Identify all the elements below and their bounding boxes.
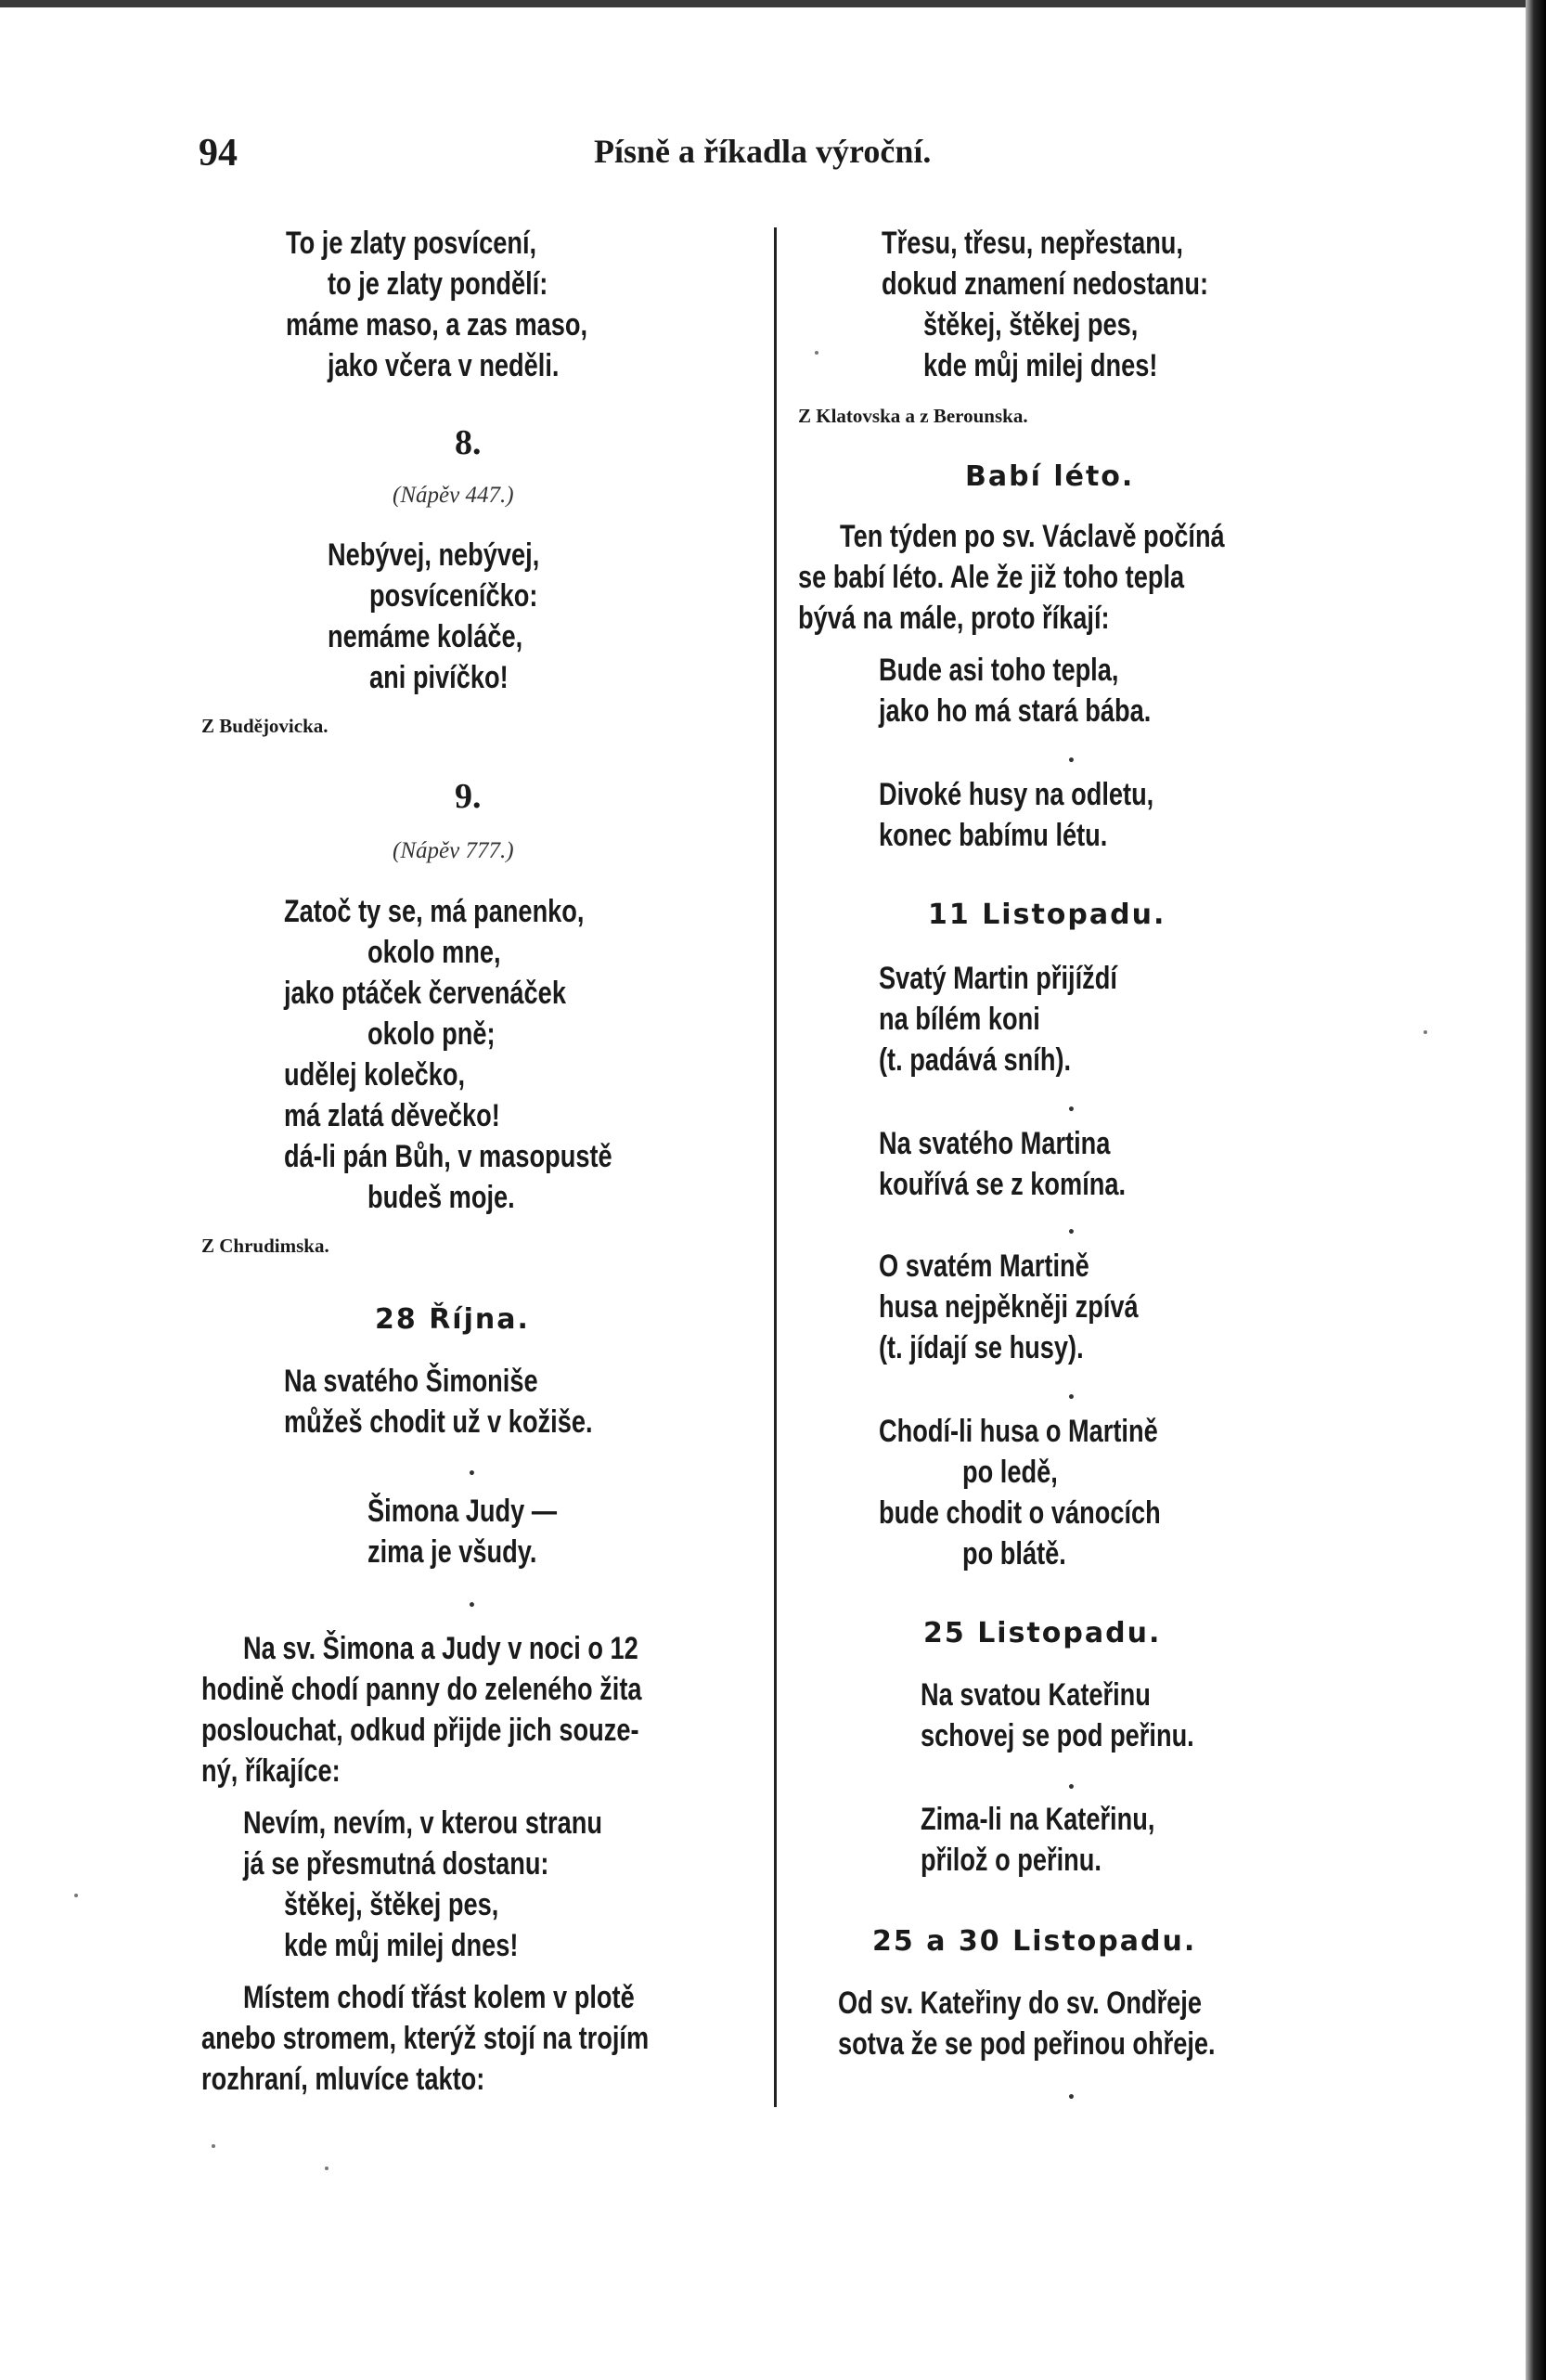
verse-line: Bude asi toho tepla,: [879, 653, 1119, 688]
prose-line: Místem chodí třást kolem v plotě: [243, 1980, 635, 2015]
verse-line: máme maso, a zas maso,: [286, 307, 588, 343]
song-number: 8.: [455, 423, 482, 462]
verse-line: bude chodit o vánocích: [879, 1495, 1161, 1531]
section-heading: 28 Října.: [375, 1303, 530, 1336]
running-title: Písně a říkadla výroční.: [594, 133, 932, 170]
verse-line: dokud znamení nedostanu:: [882, 266, 1209, 302]
paper-speck: [815, 351, 818, 355]
source-region: Z Budějovicka.: [201, 715, 329, 737]
ornament-dot: •: [1067, 2090, 1076, 2105]
column-divider: [774, 227, 777, 2107]
verse-line: posvíceníčko:: [369, 578, 538, 614]
verse-line: sotva že se pod peřinou ohřeje.: [838, 2026, 1216, 2062]
verse-line: zima je všudy.: [367, 1534, 537, 1570]
verse-line: dá-li pán Bůh, v masopustě: [284, 1139, 612, 1174]
verse-line: na bílém koni: [879, 1002, 1040, 1037]
verse-line: Nevím, nevím, v kterou stranu: [243, 1805, 602, 1841]
verse-line: udělej kolečko,: [284, 1057, 466, 1093]
prose-line: poslouchat, odkud přijde jich souze-: [201, 1713, 639, 1748]
source-region: Z Chrudimska.: [201, 1235, 329, 1257]
verse-line: Na svatého Šimoniše: [284, 1364, 538, 1399]
verse-line: O svatém Martině: [879, 1248, 1089, 1284]
paper-speck: [74, 1894, 78, 1897]
verse-line: po blátě.: [962, 1536, 1066, 1572]
verse-line: Šimona Judy —: [367, 1494, 558, 1529]
ornament-dot: •: [1067, 1780, 1076, 1795]
prose-line: hodině chodí panny do zeleného žita: [201, 1672, 642, 1707]
page-edge-right: [1526, 0, 1546, 2380]
verse-line: jako ho má stará bába.: [879, 693, 1152, 729]
prose-line: bývá na mále, proto říkají:: [798, 601, 1110, 636]
verse-line: budeš moje.: [367, 1180, 515, 1215]
ornament-dot: •: [468, 1598, 476, 1613]
verse-line: Nebývej, nebývej,: [328, 537, 540, 573]
ornament-dot: •: [1067, 1103, 1076, 1118]
section-heading: Babí léto.: [965, 460, 1135, 493]
verse-line: štěkej, štěkej pes,: [284, 1887, 499, 1922]
verse-line: To je zlaty posvícení,: [286, 226, 537, 261]
paper-speck: [1424, 1030, 1427, 1034]
verse-line: Od sv. Kateřiny do sv. Ondřeje: [838, 1985, 1202, 2021]
page-number: 94: [199, 132, 238, 175]
verse-line: přilož o peřinu.: [921, 1843, 1102, 1878]
prose-line: se babí léto. Ale že již toho tepla: [798, 560, 1185, 595]
verse-line: můžeš chodit už v kožiše.: [284, 1404, 593, 1440]
verse-line: schovej se pod peřinu.: [921, 1718, 1194, 1753]
verse-line: to je zlaty pondělí:: [328, 266, 548, 302]
verse-line: Divoké husy na odletu,: [879, 777, 1154, 812]
verse-line: kde můj milej dnes!: [923, 348, 1158, 383]
verse-line: já se přesmutná dostanu:: [243, 1846, 549, 1882]
verse-line: Chodí-li husa o Martině: [879, 1414, 1158, 1449]
verse-line: okolo mne,: [367, 935, 501, 970]
verse-line: (t. padává sníh).: [879, 1042, 1072, 1078]
paper-speck: [325, 2167, 329, 2170]
verse-line: husa nejpěkněji zpívá: [879, 1289, 1139, 1325]
verse-line: ani pivíčko!: [369, 660, 509, 695]
verse-line: okolo pně;: [367, 1016, 496, 1052]
paper-speck: [212, 2144, 215, 2148]
verse-line: Na svatého Martina: [879, 1126, 1111, 1161]
section-heading: 11 Listopadu.: [928, 899, 1166, 931]
verse-line: po ledě,: [962, 1455, 1058, 1490]
verse-line: (t. jídají se husy).: [879, 1330, 1084, 1365]
verse-line: jako včera v neděli.: [328, 348, 560, 383]
verse-line: kouřívá se z komína.: [879, 1167, 1127, 1202]
verse-line: Třesu, třesu, nepřestanu,: [882, 226, 1183, 261]
prose-line: Ten týden po sv. Václavě počíná: [840, 519, 1225, 554]
prose-line: rozhraní, mluvíce takto:: [201, 2062, 485, 2097]
section-heading: 25 a 30 Listopadu.: [872, 1925, 1197, 1958]
verse-line: jako ptáček červenáček: [284, 976, 566, 1011]
ornament-dot: •: [1067, 1225, 1076, 1240]
verse-line: nemáme koláče,: [328, 619, 523, 654]
verse-line: Svatý Martin přijíždí: [879, 961, 1117, 996]
prose-line: ný, říkajíce:: [201, 1753, 341, 1789]
melody-reference: (Nápěv 447.): [393, 483, 514, 508]
ornament-dot: •: [1067, 754, 1076, 769]
verse-line: štěkej, štěkej pes,: [923, 307, 1139, 343]
melody-reference: (Nápěv 777.): [393, 838, 514, 863]
verse-line: Zatoč ty se, má panenko,: [284, 894, 585, 929]
song-number: 9.: [455, 777, 482, 816]
verse-line: Zima-li na Kateřinu,: [921, 1802, 1155, 1837]
source-region: Z Klatovska a z Berounska.: [798, 405, 1028, 427]
section-heading: 25 Listopadu.: [923, 1617, 1162, 1649]
verse-line: konec babímu létu.: [879, 818, 1108, 853]
prose-line: anebo stromem, kterýž stojí na trojím: [201, 2021, 650, 2056]
verse-line: Na svatou Kateřinu: [921, 1677, 1151, 1713]
verse-line: kde můj milej dnes!: [284, 1928, 519, 1963]
ornament-dot: •: [1067, 1390, 1076, 1405]
ornament-dot: •: [468, 1467, 476, 1481]
prose-line: Na sv. Šimona a Judy v noci o 12: [243, 1631, 638, 1666]
verse-line: má zlatá děvečko!: [284, 1098, 500, 1133]
